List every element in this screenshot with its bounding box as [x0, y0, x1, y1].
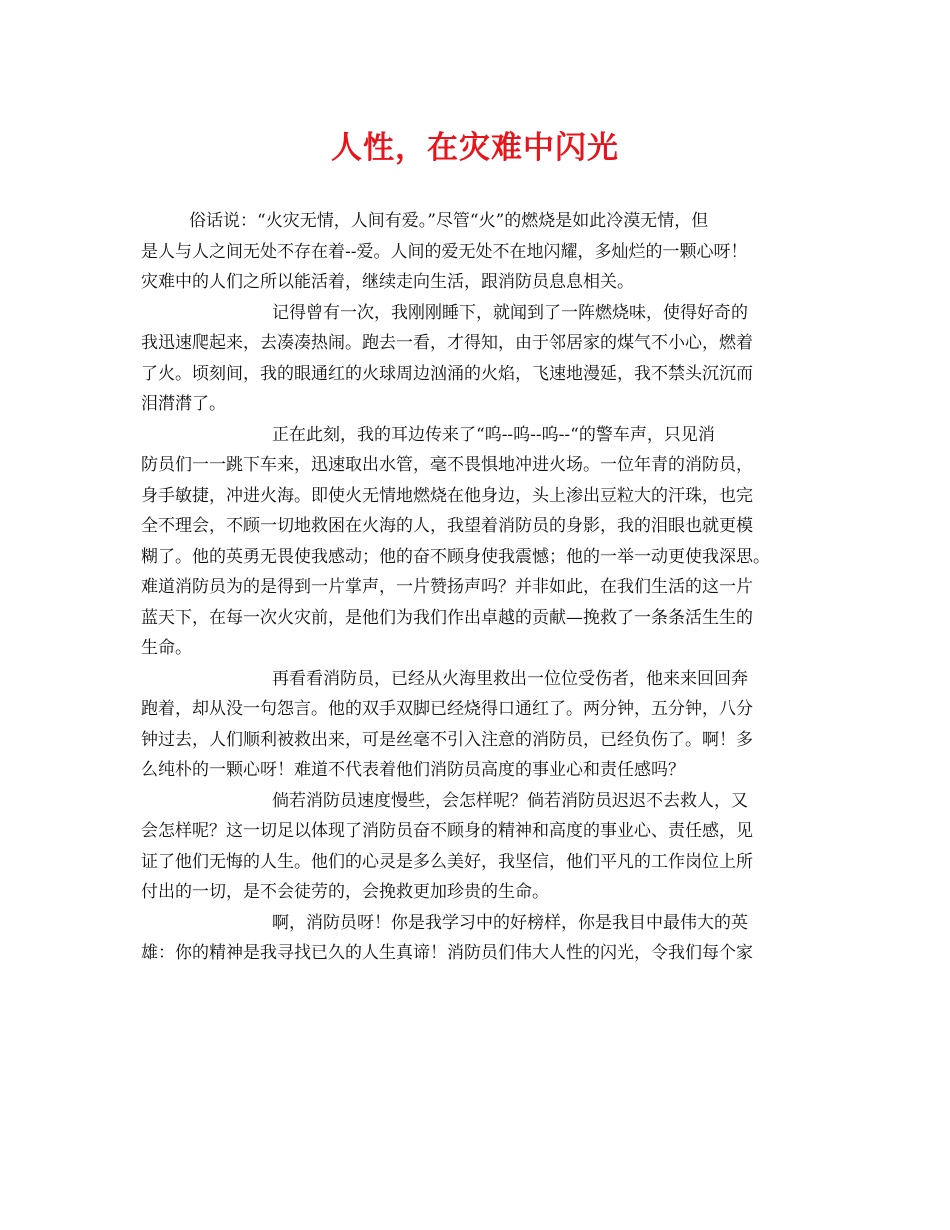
document-title: 人性，在灾难中闪光 [331, 130, 619, 166]
paragraph [141, 664, 821, 786]
paragraph-line: 我迅速爬起来，去凑凑热闹。跑去一看，才得知，由于邻居家的煤气不小心，燃着 [141, 333, 753, 353]
paragraph-line: 了火。顷刻间，我的眼通红的火球周边汹涌的火焰，飞速地漫延，我不禁头沉沉而 [141, 363, 753, 384]
paragraph-line: 身手敏捷，冲进火海。即使火无情地燃烧在他身边，头上渗出豆粒大的汗珠，也完 [141, 485, 753, 506]
paragraph-line: 灾难中的人们之所以能活着，继续走向生活，跟消防员息息相关。 [141, 272, 634, 292]
paragraph-line: 泪潸潸了。 [141, 394, 226, 414]
paragraph-line: 啊，消防员呀！你是我学习中的好榜样，你是我目中最伟大的英 [272, 912, 748, 933]
paragraph-line: 倘若消防员速度慢些，会怎样呢？倘若消防员迟迟不去救人，又 [272, 790, 748, 811]
paragraph-line: 么纯朴的一颗心呀！难道不代表着他们消防员高度的事业心和责任感吗？ [141, 760, 685, 780]
paragraph [141, 298, 821, 420]
paragraph-line: 正在此刻，我的耳边传来了“呜--呜--呜--“的警车声，只见消 [272, 424, 715, 445]
paragraph-line: 是人与人之间无处不存在着--爱。人间的爱无处不在地闪耀，多灿烂的一颗心呀！ [141, 241, 748, 262]
paragraph-line: 防员们一一跳下车来，迅速取出水管，毫不畏惧地冲进火场。一位年青的消防员， [141, 455, 753, 475]
paragraph-line: 钟过去，人们顺利被救出来，可是丝毫不引入注意的消防员，已经负伤了。啊！多 [141, 729, 753, 750]
paragraph-line: 雄：你的精神是我寻找已久的人生真谛！消防员们伟大人性的闪光，令我们每个家 [141, 943, 753, 963]
paragraph [141, 206, 821, 298]
paragraph [141, 420, 821, 664]
paragraph-line: 生命。 [141, 638, 192, 658]
paragraph-line: 俗话说：“火灾无情，人间有爱。”尽管“火”的燃烧是如此冷漠无情，但 [189, 211, 709, 231]
paragraph-line: 跑着，却从没一句怨言。他的双手双脚已经烧得口通红了。两分钟，五分钟，八分 [141, 699, 753, 719]
paragraph [141, 786, 821, 908]
paragraph-line: 糊了。他的英勇无畏使我感动；他的奋不顾身使我震憾；他的一举一动更使我深思。 [141, 546, 770, 567]
document-body [141, 206, 821, 969]
paragraph-line: 证了他们无悔的人生。他们的心灵是多么美好，我坚信，他们平凡的工作岗位上所 [141, 851, 753, 872]
paragraph-line: 蓝天下，在每一次火灾前，是他们为我们作出卓越的贡献—挽救了一条条活生生的 [141, 607, 753, 628]
paragraph-line: 记得曾有一次，我刚刚睡下，就闻到了一阵燃烧味，使得好奇的 [272, 302, 748, 323]
paragraph-line: 再看看消防员，已经从火海里救出一位位受伤者，他来来回回奔 [272, 668, 748, 689]
paragraph-line: 会怎样呢？这一切足以体现了消防员奋不顾身的精神和高度的事业心、责任感，见 [141, 821, 753, 841]
paragraph [141, 908, 821, 969]
paragraph-line: 难道消防员为的是得到一片掌声，一片赞扬声吗？并非如此，在我们生活的这一片 [141, 577, 753, 597]
paragraph-line: 付出的一切，是不会徒劳的，会挽救更加珍贵的生命。 [141, 882, 549, 902]
paragraph-line: 全不理会，不顾一切地救困在火海的人，我望着消防员的身影，我的泪眼也就更模 [141, 516, 753, 536]
